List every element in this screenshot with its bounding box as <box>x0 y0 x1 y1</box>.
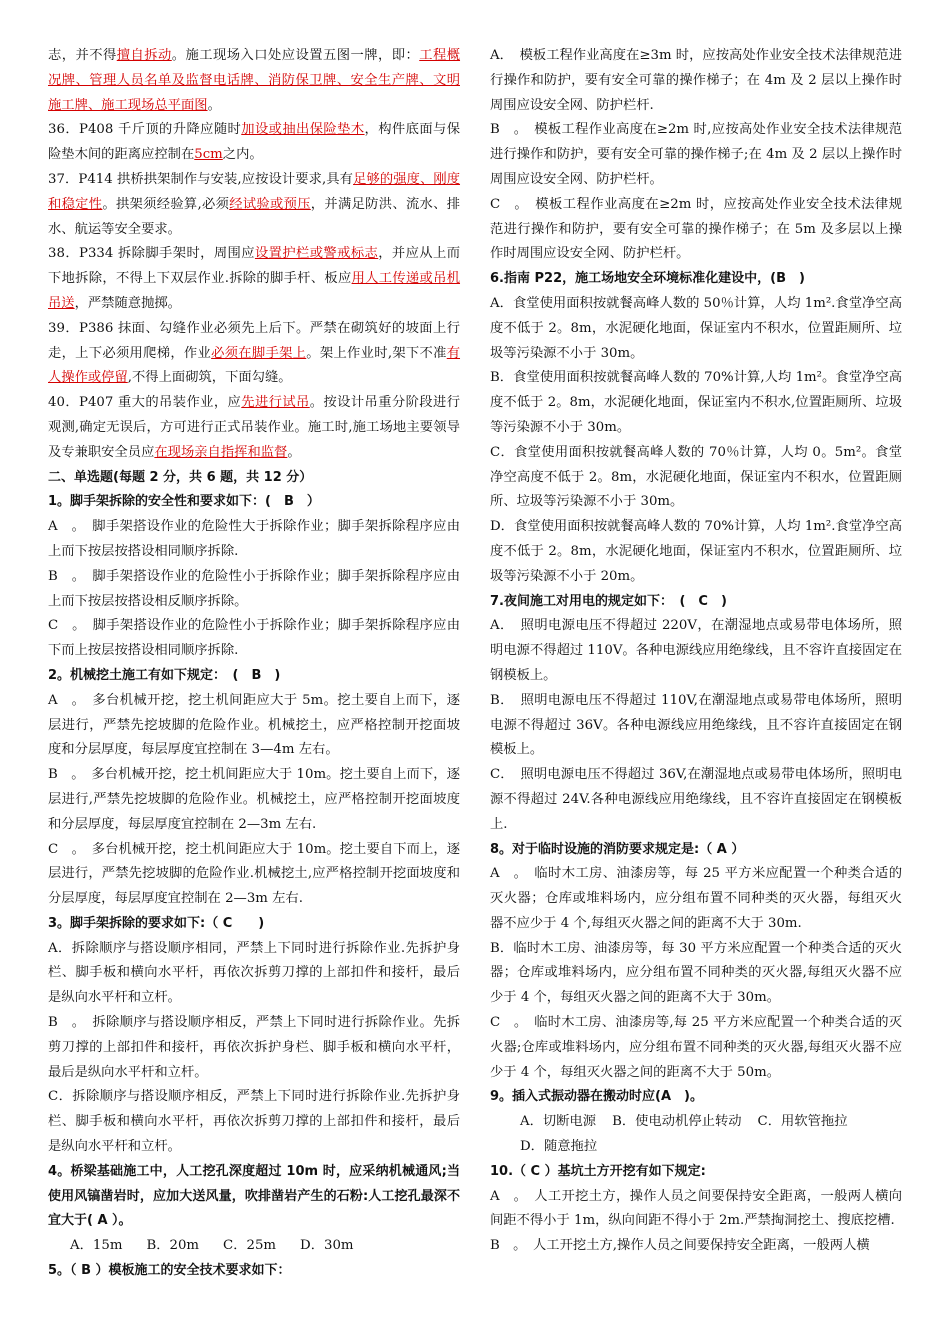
text-run: 38．P334 拆除脚手架时，周围应 <box>48 246 255 262</box>
highlighted-answer: 经试验或预压 <box>229 196 311 212</box>
text-run: A．拆除顺序与搭设顺序相同，严禁上下同时进行拆除作业.先拆护身栏、脚手板和横向水平杆，再依次拆剪刀撑的上部扣件和接杆，最后是纵向水平杆和立杆。 <box>48 940 460 1006</box>
text-run: B 。 模板工程作业高度在≥2m 时,应按高处作业安全技术法律规范进行操作和防护，要有安全可靠的操作梯子;在 4m 及 2 层以上操作时周围应设安全网、防护栏杆。 <box>490 122 902 187</box>
text-run: 。拱架须经验算,必须 <box>102 196 230 212</box>
text-run: ，并应从上而下地拆除，不得上下双层作业.拆除的脚手杆、板应 <box>48 246 460 287</box>
question-heading <box>48 664 460 689</box>
text-run: C．拆除顺序与搭设顺序相反，严禁上下同时进行拆除作业.先拆护身栏、脚手板和横向水平杆，再依次拆剪刀撑的上部扣件和接杆，最后是纵向水平杆和立杆。 <box>48 1089 460 1155</box>
highlighted-answer: 在现场亲自指挥和监督 <box>154 444 288 460</box>
question-heading <box>48 490 460 515</box>
text-run: D．食堂使用面积按就餐高峰人数的 70%计算，人均 1m².食堂净空高度不低于 2。8m，水泥硬化地面，保证室内不积水，位置距厕所、垃圾等污染源不小于 20m。 <box>490 519 902 584</box>
right-column <box>490 44 902 1259</box>
text-run: 2。机械挖土施工有如下规定： ( B ) <box>48 667 281 683</box>
text-run: 志，并不得 <box>48 48 117 63</box>
paragraph <box>48 1085 460 1159</box>
question-heading <box>490 838 902 863</box>
paragraph <box>48 44 460 118</box>
option-item: C．25m <box>223 1238 277 1254</box>
text-run: 5。（ B ）模板施工的安全技术要求如下： <box>48 1263 291 1279</box>
paragraph <box>490 1234 902 1259</box>
highlighted-answer: 先进行试吊 <box>241 395 310 411</box>
text-run: 之内。 <box>222 147 263 163</box>
paragraph <box>490 1185 902 1235</box>
text-run: 10.（ C ）基坑土方开挖有如下规定: <box>490 1163 706 1179</box>
question-heading <box>48 1160 460 1234</box>
text-run: C 。 临时木工房、油漆房等,每 25 平方米应配置一个种类合适的灭火器;仓库或堆料场内，应分组布置不同种类的灭火器,每组灭火器不应少于 4 个，每组灭火器之间的距离不大于 50m。 <box>490 1015 902 1080</box>
text-run: A．食堂使用面积按就餐高峰人数的 50％计算，人均 1m².食堂净空高度不低于 2。8m，水泥硬化地面，保证室内不积水，位置距厕所、垃圾等污染源不小于 30m。 <box>490 295 902 361</box>
highlighted-answer: 工程概况牌、管理人员名单及监督电话牌、消防保卫牌、安全生产牌、文明施工牌、施工现场总平面图 <box>48 48 461 113</box>
text-run: 40．P407 重大的吊装作业，应 <box>48 395 242 411</box>
paragraph <box>490 193 902 267</box>
text-run: 。 <box>287 444 301 460</box>
text-run: 3。脚手架拆除的要求如下:（ C ) <box>48 915 265 931</box>
text-run: 6.指南 P22，施工场地安全环境标准化建设中，(B ) <box>490 271 805 287</box>
paragraph <box>48 614 460 664</box>
paragraph <box>48 937 460 1011</box>
text-run: 4。桥梁基础施工中，人工挖孔深度超过 10m 时，应采纳机械通风;当使用风镐凿岩时，应加大送风量，吹排凿岩产生的石粉:人工挖孔最深不宜大于( A ）。 <box>48 1163 460 1229</box>
option-item: B．使电动机停止转动 <box>612 1114 742 1130</box>
text-run: ，构件底面与保险垫木间的距离应控制在 <box>48 122 461 163</box>
question-heading <box>490 1085 902 1110</box>
text-run: 。 <box>207 97 221 113</box>
text-run: 39．P386 抹面、勾缝作业必须先上后下。严禁在砌筑好的坡面上行走，上下必须用爬梯，作业 <box>48 320 460 361</box>
paragraph <box>48 565 460 615</box>
text-run: 二、单选题(每题 2 分，共 6 题，共 12 分） <box>48 469 313 485</box>
text-run: C． 照明电源电压不得超过 36V,在潮湿地点或易带电体场所，照明电源不得超过 24V.各种电源线应用绝缘线，且不容许直接固定在钢模板上. <box>490 767 902 832</box>
highlighted-answer: 5cm <box>194 147 223 163</box>
options-row <box>490 1110 902 1160</box>
question-heading <box>490 590 902 615</box>
text-run: 。按设计吊重分阶段进行观测,确定无误后，方可进行正式吊装作业。施工时,施工场地主要领导及专兼职安全员应 <box>48 395 460 460</box>
text-run: 7.夜间施工对用电的规定如下： ( C ) <box>490 593 727 609</box>
text-run: B 。 拆除顺序与搭设顺序相反，严禁上下同时进行拆除作业。先拆剪刀撑的上部扣件和接杆，再依次拆护身栏、脚手板和横向水平杆，最后是纵向水平杆和立杆。 <box>48 1015 460 1080</box>
text-run: ,不得上面砌筑，下面勾缝。 <box>127 370 292 386</box>
text-run: B．临时木工房、油漆房等，每 30 平方米应配置一个种类合适的灭火器；仓库或堆料场内，应分组布置不同种类的灭火器,每组灭火器不应少于 4 个，每组灭火器之间的距离不大于 30m。 <box>490 940 902 1006</box>
paragraph <box>490 862 902 936</box>
paragraph <box>48 391 460 465</box>
option-item: C．用软管拖拉 <box>757 1114 848 1130</box>
text-run: 37．P414 拱桥拱架制作与安装,应按设计要求,具有 <box>48 171 354 187</box>
paragraph <box>48 242 460 316</box>
paragraph <box>490 1011 902 1085</box>
option-item: D．随意拖拉 <box>520 1139 598 1155</box>
text-run: 。架上作业时,架下不准 <box>306 345 447 361</box>
paragraph <box>490 44 902 118</box>
text-run: A 。 临时木工房、油漆房等，每 25 平方米应配置一个种类合适的灭火器；仓库或堆料场内，应分组布置不同种类的灭火器，每组灭火器不应少于 4 个,每组灭火器之间的距离不大于 30m. <box>490 866 902 931</box>
paragraph <box>48 168 460 242</box>
text-run: ，并满足防洪、流水、排水、航运等安全要求。 <box>48 196 461 237</box>
highlighted-answer: 加设或抽出保险垫木 <box>241 122 365 138</box>
text-run: B 。 脚手架搭设作业的危险性小于拆除作业；脚手架拆除程序应由上而下按层按搭设相反顺序拆除。 <box>48 568 460 609</box>
paragraph <box>490 118 902 192</box>
text-run: B 。 多台机械开挖，挖土机间距应大于 10m。挖土要自上而下，逐层进行,严禁先挖坡脚的危险作业。机械挖土，应严格控制开挖面坡度和分层厚度，每层厚度宜控制在 2—3m 左右. <box>48 767 460 832</box>
paragraph <box>490 614 902 688</box>
text-run: C 。 多台机械开挖，挖土机间距应大于 10m。挖土要自下而上，逐层进行，严禁先挖坡脚的危险作业.机械挖土,应严格控制开挖面坡度和分层厚度，每层厚度宜控制在 2—3m 左右. <box>48 841 460 907</box>
option-item: A．15m <box>70 1238 123 1254</box>
paragraph <box>48 763 460 837</box>
text-run: B 。 人工开挖土方,操作人员之间要保持安全距离，一般两人横 <box>490 1238 870 1254</box>
option-item: B．20m <box>146 1238 200 1254</box>
text-run: 8。对于临时设施的消防要求规定是:（ A ） <box>490 841 745 857</box>
text-run: B．食堂使用面积按就餐高峰人数的 70%计算,人均 1m²。食堂净空高度不低于 2。8m，水泥硬化地面，保证室内不积水,位置距厕所、垃圾等污染源不小于 30m。 <box>490 370 902 435</box>
highlighted-answer: 擅自拆动 <box>116 48 172 63</box>
paragraph <box>48 118 460 168</box>
highlighted-answer: 有人操作或停留 <box>48 345 461 386</box>
paragraph <box>490 689 902 763</box>
text-run: C 。 模板工程作业高度在≥2m 时，应按高处作业安全技术法律规范进行操作和防护，要有安全可靠的操作梯子；在 5m 及多层以上操作时周围应设安全网、防护栏杆。 <box>490 196 902 262</box>
highlighted-answer: 必须在脚手架上 <box>211 345 307 361</box>
text-run: A． 模板工程作业高度在≥3m 时，应按高处作业安全技术法律规范进行操作和防护，要有安全可靠的操作梯子；在 4m 及 2 层以上操作时周围应设安全网、防护栏杆. <box>490 48 902 113</box>
paragraph <box>48 515 460 565</box>
text-run: A． 照明电源电压不得超过 220V，在潮湿地点或易带电体场所，照明电源不得超过 110V。各种电源线应用绝缘线，且不容许直接固定在钢模板上。 <box>490 618 902 683</box>
paragraph <box>490 292 902 366</box>
text-run: 36．P408 千斤顶的升降应随时 <box>48 122 242 138</box>
options-row <box>48 1234 460 1259</box>
text-run: C 。 脚手架搭设作业的危险性小于拆除作业；脚手架拆除程序应由下而上按层按搭设相同顺序拆除. <box>48 618 460 659</box>
paragraph <box>490 441 902 515</box>
left-column <box>48 44 460 1284</box>
option-item: D．30m <box>300 1238 354 1254</box>
option-item: A．切断电源 <box>520 1114 597 1130</box>
paragraph <box>490 515 902 589</box>
paragraph <box>48 838 460 912</box>
text-run: A 。 脚手架搭设作业的危险性大于拆除作业；脚手架拆除程序应由上而下按层按搭设相同顺序拆除. <box>48 519 460 559</box>
text-run: A 。 人工开挖土方，操作人员之间要保持安全距离，一般两人横向间距不得小于 1m，纵向间距不得小于 2m.严禁掏洞挖土、搜底挖槽. <box>490 1188 902 1229</box>
text-run: A 。 多台机械开挖，挖土机间距应大于 5m。挖土要自上而下，逐层进行，严禁先挖坡脚的危险作业。机械挖土，应严格控制开挖面坡度和分层厚度，每层厚度宜控制在 3—4m 左右。 <box>48 692 460 758</box>
text-run: ，严禁随意抛掷。 <box>74 295 181 311</box>
paragraph <box>48 689 460 763</box>
highlighted-answer: 足够的强度、刚度和稳定性 <box>48 171 461 212</box>
text-run: B． 照明电源电压不得超过 110V,在潮湿地点或易带电体场所，照明电源不得超过 36V。各种电源线应用绝缘线，且不容许直接固定在钢模板上。 <box>490 692 902 758</box>
text-run: 。施工现场入口处应设置五图一牌，即： <box>171 48 420 63</box>
text-run: 9。插入式振动器在搬动时应(A )。 <box>490 1089 703 1105</box>
question-heading <box>48 466 460 491</box>
highlighted-answer: 用人工传递或吊机吊送 <box>48 271 461 311</box>
question-heading <box>48 912 460 937</box>
paragraph <box>490 937 902 1011</box>
text-run: C．食堂使用面积按就餐高峰人数的 70％计算，人均 0。5m²。食堂净空高度不低于 2。8m，水泥硬化地面，保证室内不积水，位置距厕所、垃圾等污染源不小于 30m。 <box>490 444 902 510</box>
text-run: 1。脚手架拆除的安全性和要求如下：( B ） <box>48 494 320 510</box>
highlighted-answer: 设置护栏或警戒标志 <box>254 246 379 262</box>
paragraph <box>490 763 902 837</box>
paragraph <box>48 317 460 391</box>
paragraph <box>490 366 902 440</box>
question-heading <box>490 1160 902 1185</box>
paragraph <box>48 1011 460 1085</box>
question-heading <box>490 267 902 292</box>
question-heading <box>48 1259 460 1284</box>
